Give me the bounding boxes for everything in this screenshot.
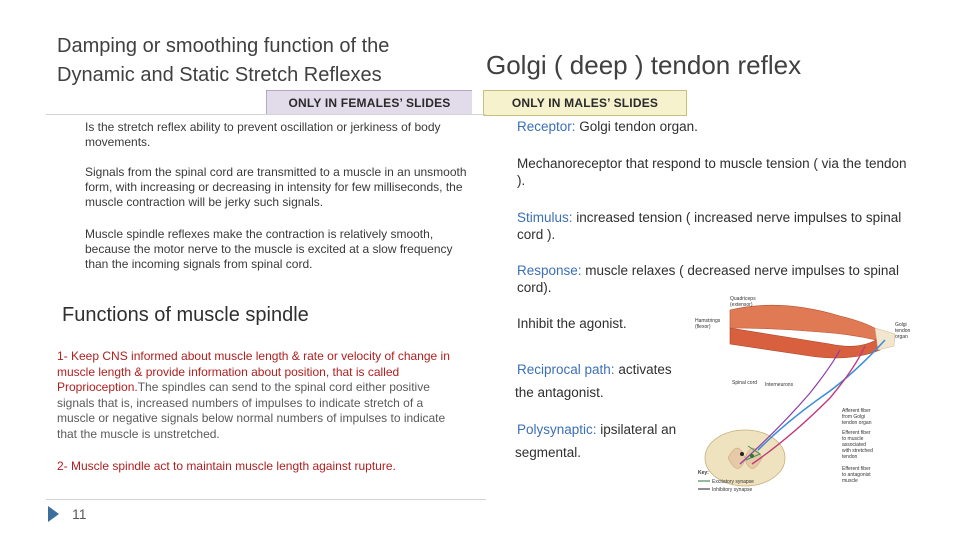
spindle-point-1	[57, 349, 457, 443]
header-divider	[46, 114, 486, 115]
label-hamstrings-sub: (flexor)	[695, 324, 711, 330]
left-title-line1: Damping or smoothing function of the	[57, 35, 390, 57]
right-bullet-2: Mechanoreceptor that respond to muscle tension ( via the tendon ).	[517, 156, 907, 188]
right-bullet-6-cont: the antagonist.	[515, 385, 604, 400]
label-golgi-2: tendon	[895, 328, 911, 334]
spindle-point-1-rest: The spindles can send to the spinal cord either positive signals that is, increased numbers of impulses to indicate stretch of a muscle or negative signals below normal numbers of impulses to indicate that the muscle is unstretched.	[57, 380, 446, 441]
spindle-point-1-highlight: 1- Keep CNS informed about muscle length & rate or velocity of change in muscle length & provide information about position, that is called Proprioception.	[57, 349, 450, 395]
label-efferent-2: to muscle	[842, 436, 864, 442]
label-key-excitatory: Excitatory synapse	[712, 479, 754, 485]
left-bullet-3: Muscle spindle reflexes make the contraction is relatively smooth, because the motor nerve to the muscle is excited at a slow frequency than the incoming signals from spinal cord.	[85, 227, 453, 271]
label-quadriceps: Quadriceps	[730, 296, 756, 302]
right-bullet-1: Receptor: Golgi tendon organ.	[517, 119, 698, 134]
right-bullet-7-cont: segmental.	[515, 445, 582, 460]
right-bullet-4: Response: muscle relaxes ( decreased nerve impulses to spinal cord).	[517, 263, 899, 295]
spindle-point-2: 2- Muscle spindle act to maintain muscle length against rupture.	[57, 459, 396, 473]
label-efferent-7: to antagonist	[842, 472, 871, 478]
left-bullet-1: Is the stretch reflex ability to prevent oscillation or jerkiness of body movements.	[85, 120, 441, 149]
females-slides-tag: ONLY IN FEMALES’ SLIDES	[266, 90, 472, 115]
footer-divider	[46, 499, 486, 500]
left-bullet-2: Signals from the spinal cord are transmitted to a muscle in an unsmooth form, with increasing or decreasing in intensity for few milliseconds, the muscle contraction will be jerky such signals.	[85, 165, 467, 209]
page-number: 11	[72, 506, 87, 522]
label-hamstrings: Hamstrings	[695, 318, 721, 324]
label-efferent-5: tendon	[842, 454, 858, 460]
label-efferent-6: Efferent fiber	[842, 466, 871, 472]
left-title-line2: Dynamic and Static Stretch Reflexes	[57, 64, 382, 86]
left-slide-title	[57, 32, 477, 90]
label-afferent-3: tendon organ	[842, 420, 872, 426]
right-bullet-3: Stimulus: increased tension ( increased nerve impulses to spinal cord ).	[517, 210, 902, 242]
page-marker-icon	[48, 506, 59, 522]
label-afferent-2: from Golgi	[842, 414, 866, 420]
label-key: Key:	[698, 470, 709, 476]
right-bullet-6: Reciprocal path: activates	[517, 362, 672, 377]
spindle-section-title: Functions of muscle spindle	[62, 304, 309, 326]
inhibitory-synapse	[740, 452, 744, 456]
label-key-inhibitory: Inhibitory synapse	[712, 487, 753, 493]
label-golgi-1: Golgi	[895, 322, 907, 328]
label-spinal-cord: Spinal cord	[732, 380, 758, 386]
label-golgi-3: organ	[895, 334, 908, 340]
label-afferent-1: Afferent fiber	[842, 408, 871, 414]
label-efferent-4: with stretched	[842, 448, 873, 454]
label-efferent-1: Efferent fiber	[842, 430, 871, 436]
label-quadriceps-sub: (extensor)	[730, 302, 753, 308]
males-slides-tag: ONLY IN MALES’ SLIDES	[483, 90, 687, 116]
right-bullet-5: Inhibit the agonist.	[517, 316, 627, 331]
golgi-reflex-diagram	[690, 288, 920, 498]
right-slide-title: Golgi ( deep ) tendon reflex	[486, 50, 802, 80]
label-interneurons: Interneurons	[765, 382, 794, 388]
label-efferent-8: muscle	[842, 478, 858, 484]
excitatory-synapse	[750, 454, 754, 458]
label-efferent-3: associated	[842, 442, 866, 448]
right-bullet-7: Polysynaptic: ipsilateral an	[517, 422, 677, 437]
